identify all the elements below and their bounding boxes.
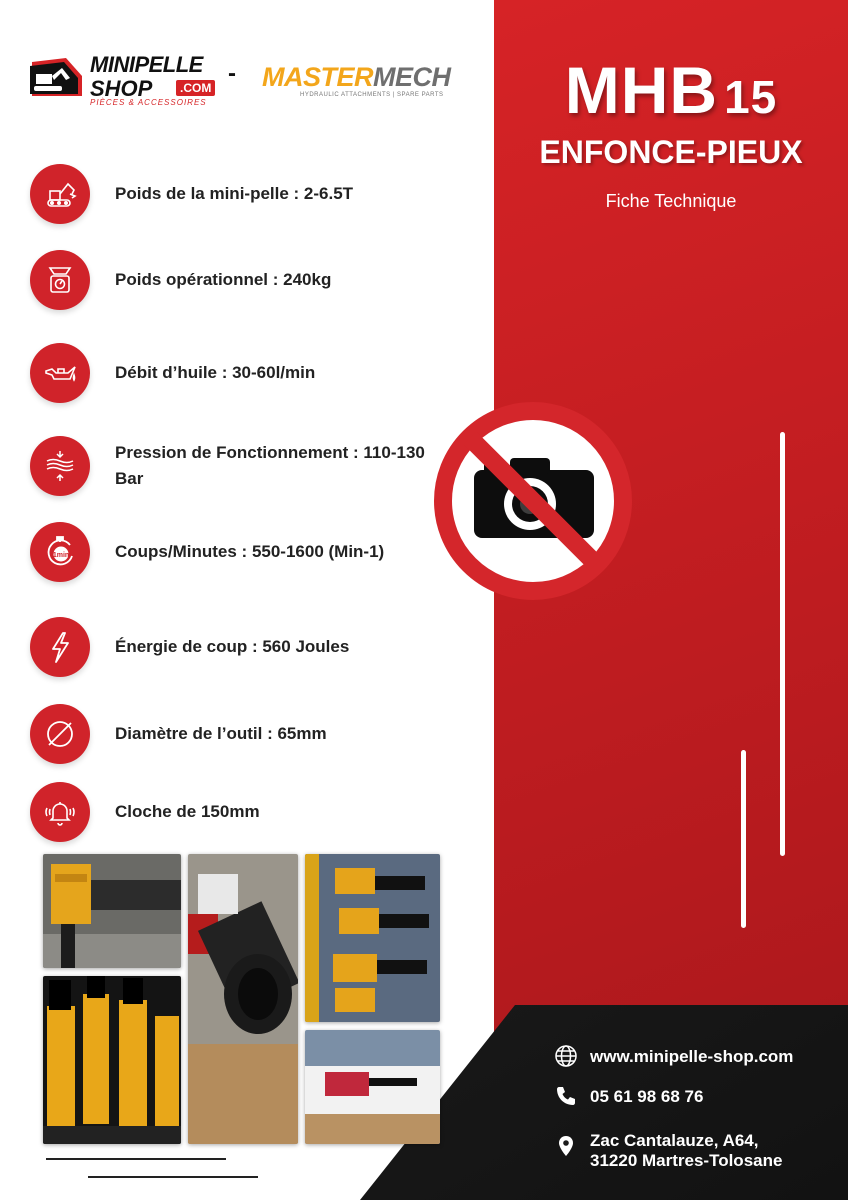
spec-label: Débit d’huile : 30-60l/min: [115, 363, 316, 382]
bell-icon: [30, 782, 90, 842]
product-type: ENFONCE-PIEUX: [539, 134, 803, 170]
product-photo-1: [43, 854, 181, 968]
logo-line2: SHOP: [90, 76, 153, 101]
oil-can-icon: [30, 343, 90, 403]
logo-line1: MINIPELLE: [90, 52, 203, 77]
spec-tool-diameter: [30, 704, 470, 764]
product-photo-4: [305, 854, 440, 1022]
spec-oil-flow: [30, 343, 470, 403]
document-type: Fiche Technique: [605, 191, 737, 211]
decorative-line: [780, 432, 785, 856]
spec-excavator-weight: [30, 164, 470, 224]
spec-label: Énergie de coup : 560 Joules: [115, 637, 350, 656]
decorative-line: [741, 750, 746, 928]
scale-icon: [30, 250, 90, 310]
location-pin-icon: [554, 1134, 578, 1158]
stopwatch-icon: [30, 522, 90, 582]
spec-label: Coups/Minutes : 550-1600 (Min-1): [115, 542, 385, 561]
logo-com-badge: .COM: [176, 80, 215, 96]
model-number: 15: [724, 71, 778, 123]
spec-label: Poids opérationnel : 240kg: [115, 270, 332, 289]
spec-blows-per-minute: [30, 522, 470, 582]
product-photo-3: [188, 854, 298, 1144]
no-photo-icon: [432, 400, 634, 602]
phone-text[interactable]: 05 61 98 68 76: [590, 1087, 704, 1106]
spec-operating-weight: [30, 250, 470, 310]
excavator-logo-icon: [28, 56, 86, 100]
logo-tagline: PIÈCES & ACCESSOIRES: [90, 98, 207, 107]
mastermech-wordmark: [262, 62, 478, 93]
stopwatch-badge: 1min: [52, 552, 70, 559]
globe-icon: [554, 1044, 578, 1068]
spec-label: Diamètre de l’outil : 65mm: [115, 724, 327, 743]
product-photo-2: [43, 976, 181, 1144]
mastermech-logo[interactable]: [262, 62, 478, 102]
spec-label: Cloche de 150mm: [115, 802, 260, 821]
decorative-underline: [46, 1158, 226, 1160]
spec-impact-energy: [30, 617, 470, 677]
mastermech-part1: MASTER: [262, 62, 373, 92]
pressure-icon: [30, 436, 90, 496]
excavator-icon: [30, 164, 90, 224]
mastermech-part2: MECH: [373, 62, 451, 92]
diameter-icon: [30, 704, 90, 764]
decorative-underline: [88, 1176, 258, 1178]
product-photo-5: [305, 1030, 440, 1144]
mastermech-tagline: HYDRAULIC ATTACHMENTS | SPARE PARTS: [300, 92, 444, 98]
spec-label: Pression de Fonctionnement : 110-130 Bar: [115, 443, 425, 488]
minipelle-shop-logo[interactable]: [28, 52, 228, 112]
product-model: [494, 52, 848, 128]
model-name: MHB: [564, 53, 719, 127]
website-text[interactable]: www.minipelle-shop.com: [590, 1047, 794, 1066]
spec-pressure: [30, 436, 470, 496]
logo-separator: -: [228, 60, 236, 87]
address-line1: Zac Cantalauze, A64,: [590, 1131, 759, 1150]
spec-bell: [30, 782, 470, 842]
phone-icon: [554, 1084, 578, 1108]
address-line2: 31220 Martres-Tolosane: [590, 1151, 783, 1170]
lightning-icon: [30, 617, 90, 677]
spec-label: Poids de la mini-pelle : 2-6.5T: [115, 184, 354, 203]
